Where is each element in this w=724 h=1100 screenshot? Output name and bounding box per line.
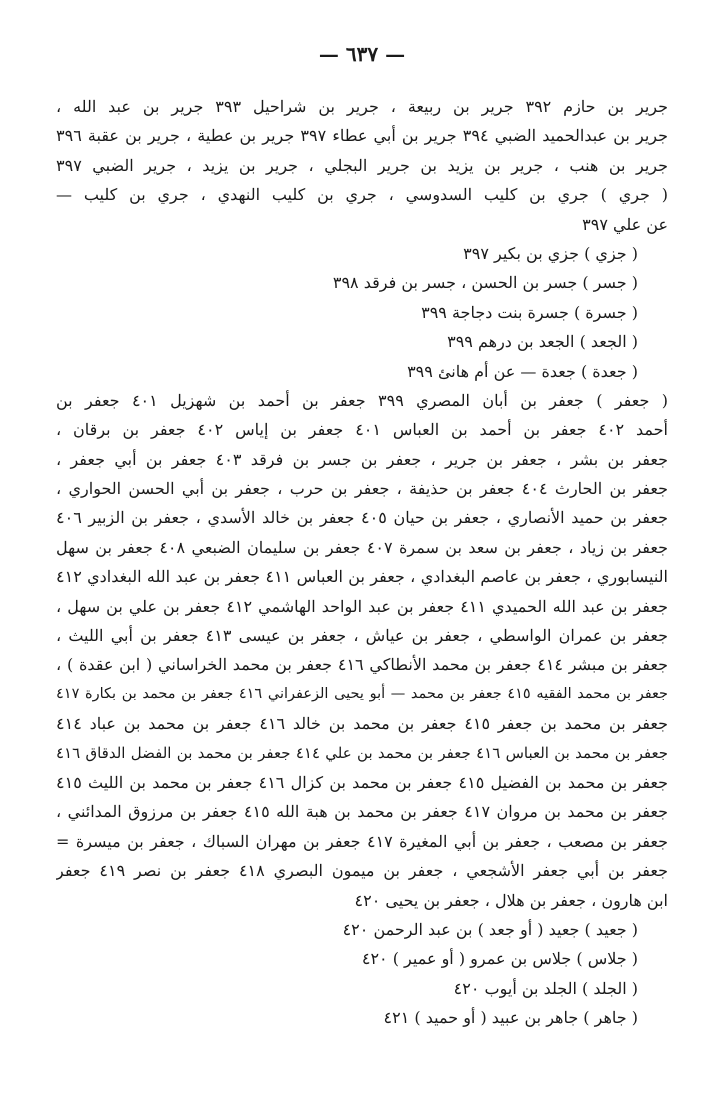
index-text-line: ( جري ) جري بن كليب السدوسي ، جري بن كليب النهدي ، جري بن كليب — <box>56 185 668 205</box>
page-number: — ٦٣٧ — <box>318 42 406 66</box>
index-text-line: جعفر بن عمران الواسطي ، جعفر بن عياش ، جعفر بن عيسى ٤١٣ جعفر بن أبي الليث ، <box>56 626 668 646</box>
index-heading-line: ( جسر ) جسر بن الحسن ، جسر بن فرقد ٣٩٨ <box>332 273 638 293</box>
index-text-line: جعفر بن حميد الأنصاري ، جعفر بن حيان ٤٠٥ جعفر بن خالد الأسدي ، جعفر بن الزبير ٤٠٦ <box>56 508 668 528</box>
index-text-line: عن علي ٣٩٧ <box>582 214 668 234</box>
index-text-line: جعفر بن محمد بن جعفر ٤١٥ جعفر بن محمد بن خالد ٤١٦ جعفر بن محمد بن عباد ٤١٤ <box>56 714 668 734</box>
index-text-line: جعفر بن بشر ، جعفر بن جرير ، جعفر بن جسر بن فرقد ٤٠٣ جعفر بن أبي جعفر ، <box>56 449 668 469</box>
index-heading-line: ( الجلد ) الجلد بن أيوب ٤٢٠ <box>453 978 638 998</box>
index-text-line: جعفر بن محمد بن العباس ٤١٦ جعفر بن محمد بن علي ٤١٤ جعفر بن محمد بن الفضل الدقاق ٤١٦ <box>56 743 668 762</box>
index-text-line: جعفر بن الحارث ٤٠٤ جعفر بن حذيفة ، جعفر بن حرب ، جعفر بن أبي الحسن الحواري ، <box>56 479 668 499</box>
index-text-line: جعفر بن أبي جعفر الأشجعي ، جعفر بن ميمون البصري ٤١٨ جعفر بن نصر ٤١٩ جعفر <box>56 861 668 881</box>
index-text-line: جعفر بن زياد ، جعفر بن سعد بن سمرة ٤٠٧ جعفر بن سليمان الضبعي ٤٠٨ جعفر بن سهل <box>56 537 668 557</box>
index-text-line: جعفر بن محمد الفقيه ٤١٥ جعفر بن محمد — أبو يحيى الزعفراني ٤١٦ جعفر بن محمد بن بكارة ٤١٧ <box>56 685 668 702</box>
index-text-line: ( جعفر ) جعفر بن أبان المصري ٣٩٩ جعفر بن أحمد بن شهزيل ٤٠١ جعفر بن <box>56 390 668 410</box>
index-text-line: جعفر بن محمد بن مروان ٤١٧ جعفر بن محمد بن هبة الله ٤١٥ جعفر بن مرزوق المدائني ، <box>56 802 668 822</box>
index-text-line: جعفر بن عبد الله الحميدي ٤١١ جعفر بن عبد الواحد الهاشمي ٤١٢ جعفر بن علي بن سهل ، <box>56 596 668 616</box>
index-text-line: ابن هارون ، جعفر بن هلال ، جعفر بن يحيى ٤٢٠ <box>354 890 668 910</box>
index-heading-line: ( جزي ) جزي بن بكير ٣٩٧ <box>463 243 638 263</box>
index-text-line: جعفر بن مبشر ٤١٤ جعفر بن محمد الأنطاكي ٤١٦ جعفر بن محمد الخراساني ( ابن عقدة ) ، <box>56 655 668 675</box>
index-heading-line: ( جاهر ) جاهر بن عبيد ( أو حميد ) ٤٢١ <box>383 1008 638 1028</box>
index-text-line: جرير بن هنب ، جرير بن يزيد بن جرير البجلي ، جرير بن يزيد ، جرير الضبي ٣٩٧ <box>56 155 668 175</box>
index-heading-line: ( جسرة ) جسرة بنت دجاجة ٣٩٩ <box>421 302 638 322</box>
index-text-line: جعفر بن مصعب ، جعفر بن أبي المغيرة ٤١٧ جعفر بن مهران السباك ، جعفر بن ميسرة = <box>56 831 668 851</box>
index-heading-line: ( جلاس ) جلاس بن عمرو ( أو عمير ) ٤٢٠ <box>361 949 638 969</box>
index-text-line: جعفر بن محمد بن الفضيل ٤١٥ جعفر بن محمد بن كزال ٤١٦ جعفر بن محمد بن الليث ٤١٥ <box>56 772 668 792</box>
index-heading-line: ( الجعد ) الجعد بن درهم ٣٩٩ <box>447 332 638 352</box>
index-text-line: جرير بن حازم ٣٩٢ جرير بن ربيعة ، جرير بن شراحيل ٣٩٣ جرير بن عبد الله ، <box>56 97 668 116</box>
index-entries <box>56 92 668 1033</box>
index-heading-line: ( جعيد ) جعيد ( أو جعد ) بن عبد الرحمن ٤٢٠ <box>342 919 638 939</box>
index-heading-line: ( جعدة ) جعدة — عن أم هانئ ٣٩٩ <box>407 361 638 381</box>
index-text-line: النيسابوري ، جعفر بن عاصم البغدادي ، جعفر بن العباس ٤١١ جعفر بن عبد الله البغدادي ٤١٢ <box>56 567 668 587</box>
index-text-line: أحمد ٤٠٢ جعفر بن أحمد بن العباس ٤٠١ جعفر بن إياس ٤٠٢ جعفر بن برقان ، <box>56 420 668 440</box>
index-text-line: جرير بن عبدالحميد الضبي ٣٩٤ جرير بن أبي عطاء ٣٩٧ جرير بن عطية ، جرير بن عقبة ٣٩٦ <box>56 126 668 146</box>
